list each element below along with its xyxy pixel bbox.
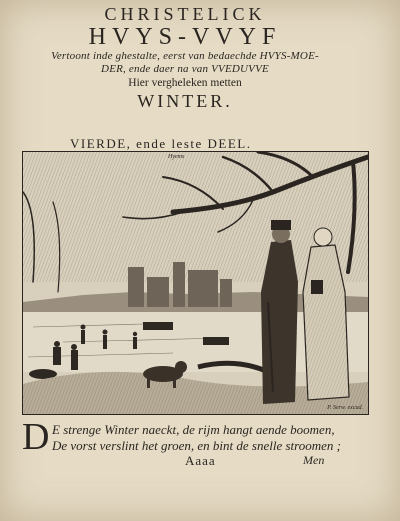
title-huys-wyf: HVYS-VVYF bbox=[88, 24, 282, 50]
winter-engraving bbox=[22, 151, 369, 415]
verse-line-2: De vorst verslint het groen, en bint de snelle stroomen ; bbox=[52, 438, 341, 453]
signature-mark: Aaaa bbox=[185, 453, 216, 468]
verse-dropcap: D bbox=[22, 416, 50, 458]
catchword: Men bbox=[303, 453, 325, 467]
subtitle-line-2: DER, ende daer na van VVEDUVVE bbox=[101, 63, 269, 75]
plate-signature: P. Serw. excud. bbox=[327, 405, 363, 411]
title-block bbox=[0, 4, 370, 111]
subtitle-line-3: Hier vergheleken metten bbox=[128, 77, 242, 89]
part-heading: VIERDE, ende leste DEEL. bbox=[70, 136, 252, 151]
subtitle-line-1: Vertoont inde ghestalte, eerst van bedaechde HVYS-MOE- bbox=[51, 50, 319, 62]
plate-top-label: Hyems bbox=[168, 154, 185, 160]
title-christelick: CHRISTELICK bbox=[104, 4, 266, 24]
title-winter: WINTER. bbox=[137, 91, 233, 111]
verse-line-1: E strenge Winter naeckt, de rijm hangt aende boomen, bbox=[52, 422, 335, 437]
engraving-illustration bbox=[23, 152, 368, 414]
